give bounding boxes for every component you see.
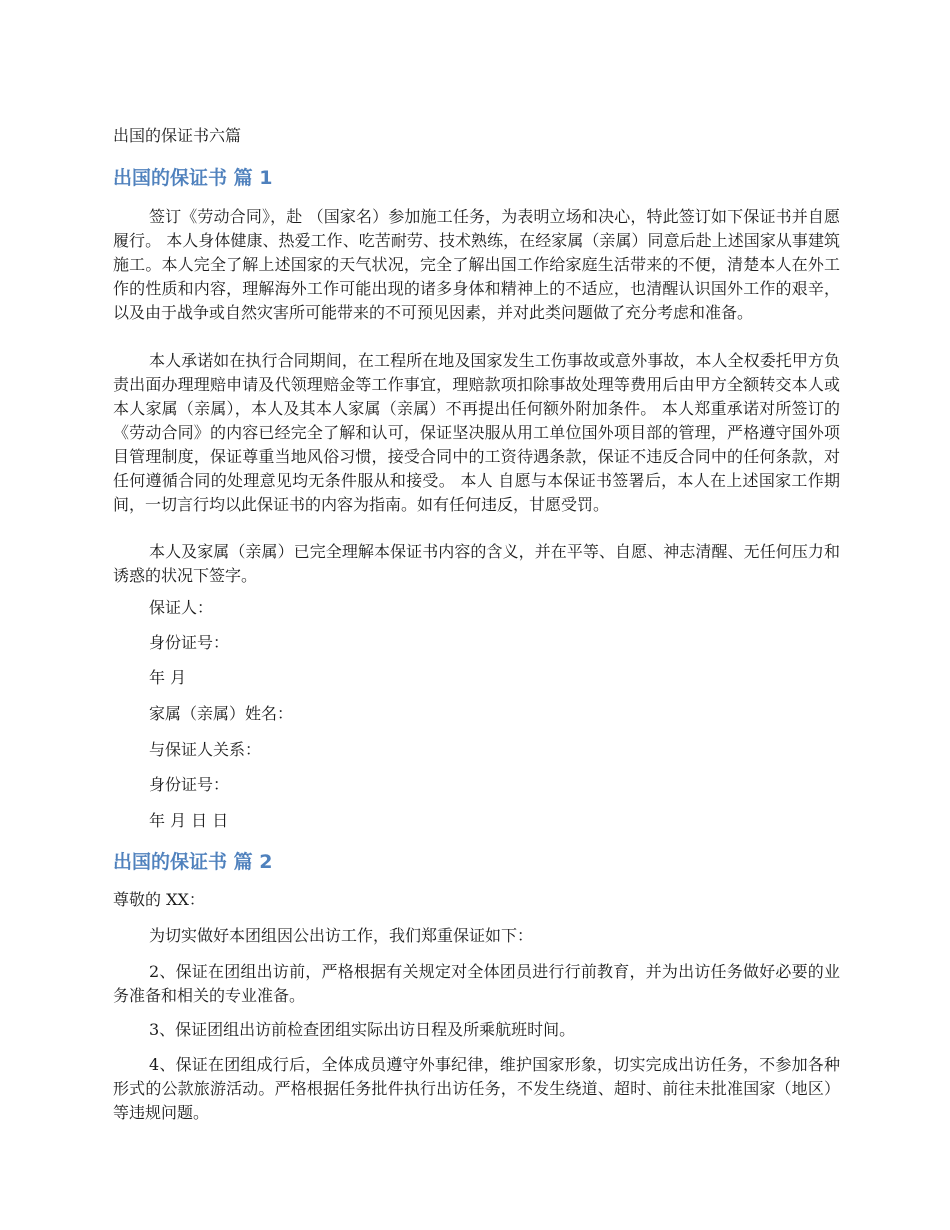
section-1-paragraph: 本人及家属（亲属）已完全理解本保证书内容的含义，并在平等、自愿、神志清醒、无任何压力和诱惑的状况下签字。 bbox=[113, 542, 840, 585]
salutation: 尊敬的 XX： bbox=[113, 890, 205, 909]
signature-line: 保证人： bbox=[149, 598, 214, 617]
section-2-paragraph: 3、保证团组出访前检查团组实际出访日程及所乘航班时间。 bbox=[149, 1020, 576, 1039]
section-2-paragraph: 为切实做好本团组因公出访工作，我们郑重保证如下： bbox=[149, 926, 534, 945]
signature-line: 身份证号： bbox=[149, 775, 230, 794]
signature-line: 家属（亲属）姓名： bbox=[149, 704, 294, 723]
section-2-paragraph: 2、保证在团组出访前，严格根据有关规定对全体团员进行行前教育，并为出访任务做好必要的业务准备和相关的专业准备。 bbox=[113, 962, 840, 1005]
signature-line: 年 月 bbox=[149, 668, 187, 687]
signature-line: 身份证号： bbox=[149, 633, 230, 652]
signature-line: 年 月 日 日 bbox=[149, 811, 229, 830]
section-1-paragraph: 本人承诺如在执行合同期间，在工程所在地及国家发生工伤事故或意外事故，本人全权委托甲方负责出面办理理赔申请及代领理赔金等工作事宜，理赔款项扣除事故处理等费用后由甲方全额转交本人或本人家属（亲属），本人及其本人家属（亲属）不再提出任何额外附加条件。 本人郑重承诺对所签订的《劳动合同》的内容已经完全了解和认可，保证坚决服从用工单位国外项目部的管理，严格遵守国外项目管理制度，保证尊重当地风俗习惯，接受合同中的工资待遇条款，保证不违反合同中的任何条款，对任何遵循合同的处理意见均无条件服从和接受。 本人 自愿与本保证书签署后，本人在上述国家工作期间，一切言行均以此保证书的内容为指南。如有任何违反，甘愿受罚。 bbox=[113, 351, 840, 514]
section-2-heading: 出国的保证书 篇 2 bbox=[113, 851, 273, 873]
section-2-paragraph: 4、保证在团组成行后，全体成员遵守外事纪律，维护国家形象，切实完成出访任务，不参加各种形式的公款旅游活动。严格根据任务批件执行出访任务，不发生绕道、超时、前往未批准国家（地区）等违规问题。 bbox=[113, 1055, 840, 1122]
document-title: 出国的保证书六篇 bbox=[113, 126, 242, 145]
signature-line: 与保证人关系： bbox=[149, 740, 262, 759]
section-1-paragraph: 签订《劳动合同》，赴 （国家名）参加施工任务，为表明立场和决心，特此签订如下保证书并自愿履行。 本人身体健康、热爱工作、吃苦耐劳、技术熟练，在经家属（亲属）同意后赴上述国家从事建筑施工。本人完全了解上述国家的天气状况，完全了解出国工作给家庭生活带来的不便，清楚本人在外工作的性质和内容，理解海外工作可能出现的诸多身体和精神上的不适应，也清醒认识国外工作的艰辛，以及由于战争或自然灾害所可能带来的不可预见因素，并对此类问题做了充分考虑和准备。 bbox=[113, 207, 840, 322]
section-1-heading: 出国的保证书 篇 1 bbox=[113, 167, 273, 189]
